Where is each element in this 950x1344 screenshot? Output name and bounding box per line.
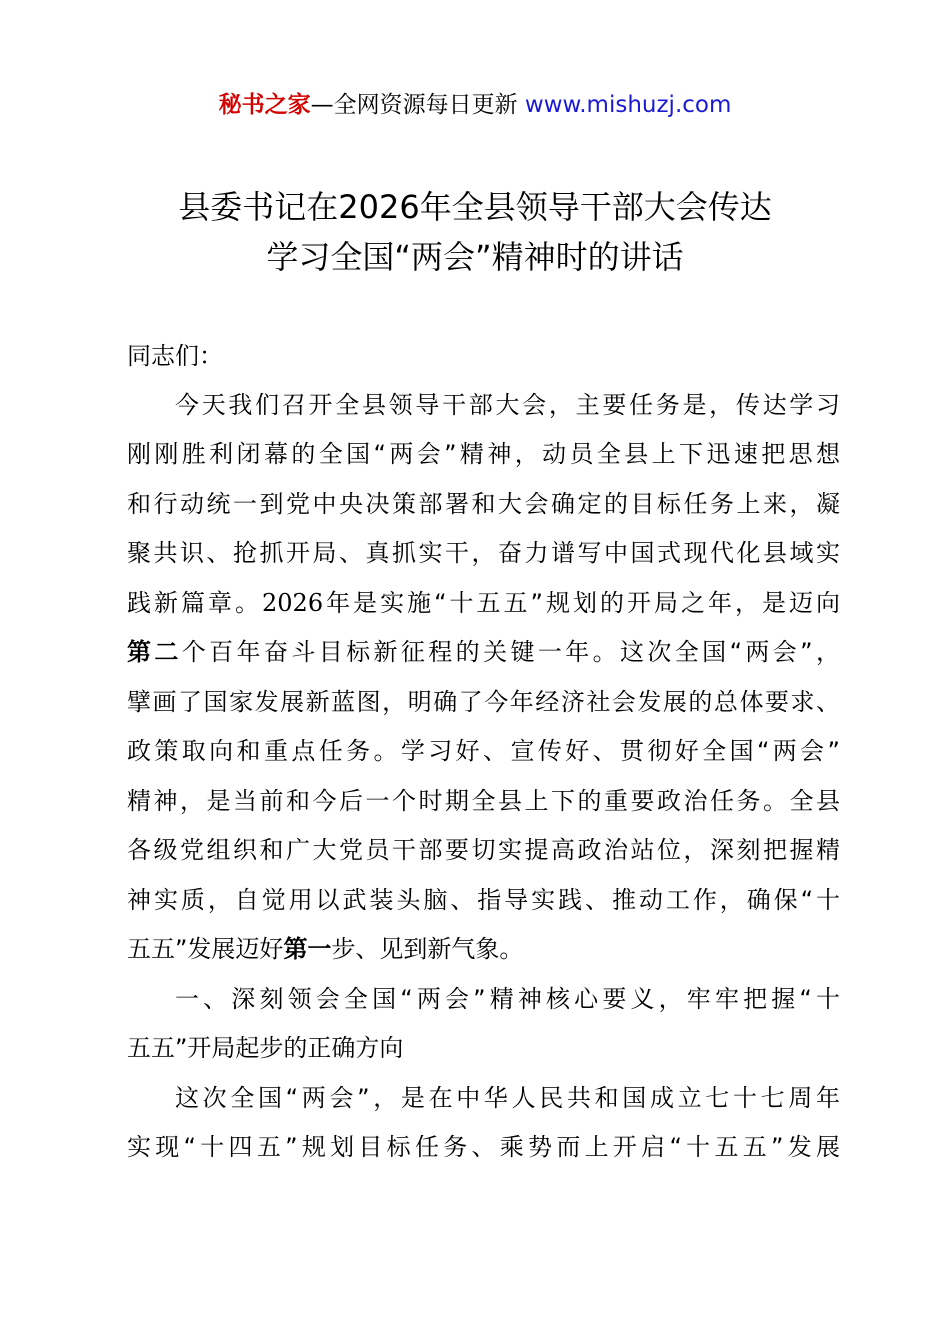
bold-text: 第二 — [127, 638, 182, 666]
section-heading-line: 五五”开局起步的正确方向 — [127, 1034, 404, 1062]
site-header — [0, 90, 950, 120]
salutation: 同志们： — [127, 342, 223, 370]
text-span: 步、见到新气象。 — [331, 935, 524, 963]
paragraph-line: 聚共识、抢抓开局、真抓实干，奋力谱写中国式现代化县域实 — [127, 539, 840, 567]
paragraph-line: 擘画了国家发展新蓝图，明确了今年经济社会发展的总体要求、 — [127, 688, 840, 716]
paragraph-line: 精神，是当前和今后一个时期全县上下的重要政治任务。全县 — [127, 787, 840, 815]
paragraph-line: 神实质，自觉用以武装头脑、指导实践、推动工作，确保“十 — [127, 886, 840, 914]
paragraph-line: 今天我们召开全县领导干部大会，主要任务是，传达学习 — [175, 391, 840, 419]
paragraph-line — [127, 636, 840, 668]
paragraph-line: 政策取向和重点任务。学习好、宣传好、贯彻好全国“两会” — [127, 737, 840, 765]
paragraph-line: 实现“十四五”规划目标任务、乘势而上开启“十五五”发展 — [127, 1133, 840, 1161]
header-tagline: —全网资源每日更新 — [310, 92, 518, 118]
text-span: 年是实施“十五五”规划的开局之年，是迈向 — [323, 589, 840, 617]
document-title-line-2: 学习全国“两会”精神时的讲话 — [266, 238, 684, 276]
text-span: 践新篇章。 — [127, 589, 263, 617]
year-number: 2026 — [262, 589, 324, 617]
site-url-link[interactable]: www.mishuzj.com — [524, 92, 732, 118]
text-span: 个百年奋斗目标新征程的关键一年。这次全国“两会”， — [181, 638, 840, 666]
paragraph-line: 刚刚胜利闭幕的全国“两会”精神，动员全县上下迅速把思想 — [127, 440, 840, 468]
bold-text: 第一 — [283, 935, 332, 963]
text-span: 五五”发展迈好 — [127, 935, 284, 963]
section-heading-line: 一、深刻领会全国“两会”精神核心要义，牢牢把握“十 — [175, 985, 840, 1013]
brand-name: 秘书之家 — [218, 92, 311, 118]
paragraph-line — [127, 933, 840, 965]
paragraph-line: 各级党组织和广大党员干部要切实提高政治站位，深刻把握精 — [127, 836, 840, 864]
paragraph-line: 和行动统一到党中央决策部署和大会确定的目标任务上来，凝 — [127, 490, 840, 518]
document-title-line-1: 县委书记在2026年全县领导干部大会传达 — [178, 188, 772, 226]
paragraph-line — [127, 587, 840, 619]
paragraph-line: 这次全国“两会”，是在中华人民共和国成立七十七周年 — [175, 1084, 840, 1112]
